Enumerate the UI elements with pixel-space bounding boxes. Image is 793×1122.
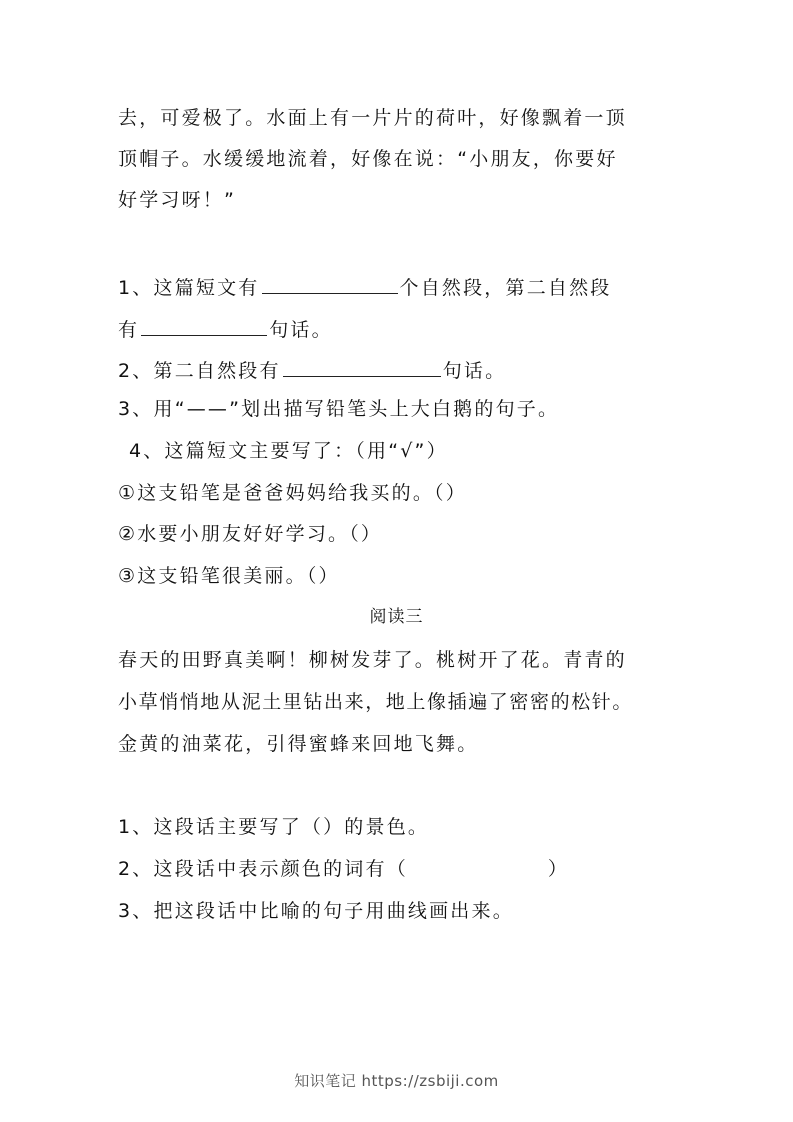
- question-2: [118, 356, 506, 383]
- option-2[interactable]: ②水要小朋友好好学习。（）: [118, 523, 383, 545]
- question-4: 4、这篇短文主要写了：（用“√”）: [129, 440, 448, 462]
- answer-blank[interactable]: [283, 356, 441, 377]
- question-3: 3、把这段话中比喻的句子用曲线画出来。: [118, 900, 514, 922]
- question-1: 1、这段话主要写了（）的景色。: [118, 816, 430, 838]
- option-1[interactable]: ①这支铅笔是爸爸妈妈给我买的。（）: [118, 482, 467, 504]
- question-text: 1、这篇短文有: [118, 277, 260, 299]
- passage-line: 小草悄悄地从泥土里钻出来，地上像插遍了密密的松针。: [118, 691, 634, 713]
- passage-line: 去，可爱极了。水面上有一片片的荷叶，好像飘着一顶: [118, 107, 627, 129]
- question-text: 句话。: [442, 360, 507, 382]
- passage-line: 顶帽子。水缓缓地流着，好像在说：“小朋友，你要好: [118, 148, 618, 170]
- question-3: 3、用“——”划出描写铅笔头上大白鹅的句子。: [118, 398, 560, 420]
- answer-blank[interactable]: [141, 315, 267, 336]
- passage-line: 金黄的油菜花，引得蜜蜂来回地飞舞。: [118, 733, 479, 755]
- section-title: 阅读三: [369, 607, 424, 627]
- footer-watermark[interactable]: 知识笔记 https://zsbiji.com: [294, 1072, 499, 1090]
- question-text: 2、第二自然段有: [118, 360, 281, 382]
- passage-line: 好学习呀！”: [118, 189, 237, 211]
- passage-line: 春天的田野真美啊！柳树发芽了。桃树开了花。青青的: [118, 649, 627, 671]
- question-text: 2、这段话中表示颜色的词有（: [118, 858, 408, 880]
- option-3[interactable]: ③这支铅笔很美丽。（）: [118, 565, 340, 587]
- question-text: 个自然段，第二自然段: [399, 277, 612, 299]
- question-1-cont: [118, 315, 333, 342]
- question-text: 有: [118, 319, 140, 341]
- answer-blank[interactable]: [262, 273, 398, 294]
- question-2: [118, 857, 569, 881]
- question-text: ）: [547, 858, 570, 880]
- question-1: [118, 273, 612, 300]
- question-text: 句话。: [269, 319, 333, 341]
